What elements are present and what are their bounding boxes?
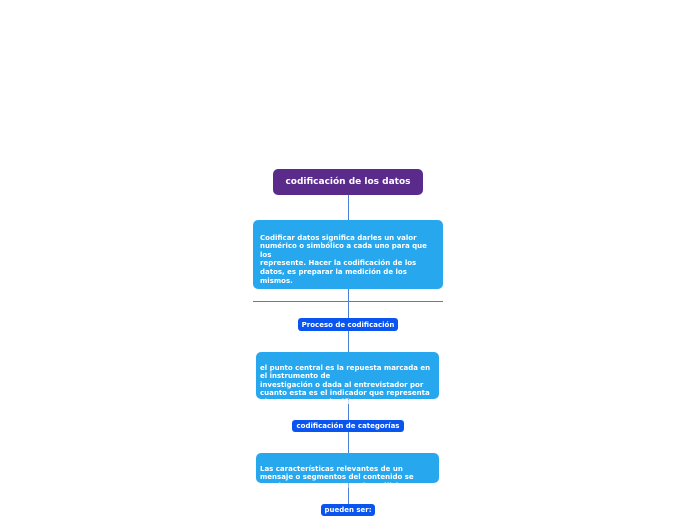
definition-text: Codificar datos significa darles un valor numérico o simbólico a cada uno para que los represente. Hacer la codificación de los datos, es preparar la medición de los mismos. <box>260 233 427 285</box>
can-be-node-label: pueden ser: <box>324 506 372 514</box>
central-point-node[interactable] <box>256 352 439 406</box>
categories-node[interactable] <box>292 420 404 432</box>
connector-definition-divider <box>348 289 349 301</box>
connector-root-definition <box>348 195 349 220</box>
categories-node-label: codificación de categorías <box>296 422 400 430</box>
root-node[interactable] <box>273 169 423 195</box>
characteristics-node[interactable] <box>256 453 439 490</box>
can-be-node[interactable] <box>321 504 375 516</box>
definition-node[interactable] <box>253 220 443 289</box>
connector-divider-process <box>348 302 349 318</box>
process-node-label: Proceso de codificación <box>301 320 395 329</box>
process-node[interactable] <box>298 318 398 331</box>
central-point-text: el punto central es la repuesta marcada en el instrumento de investigación o dada al entrevistador por cuanto esta es el indicador que representa el concepto que significa. <box>260 363 431 406</box>
root-node-label: codificación de los datos <box>285 177 411 187</box>
connector-categories-characteristics <box>348 432 349 453</box>
connector-process-central <box>348 331 349 352</box>
characteristics-text: Las características relevantes de un mensaje o segmentos del contenido se convierten en UNIDADES de análisis. <box>260 464 414 490</box>
